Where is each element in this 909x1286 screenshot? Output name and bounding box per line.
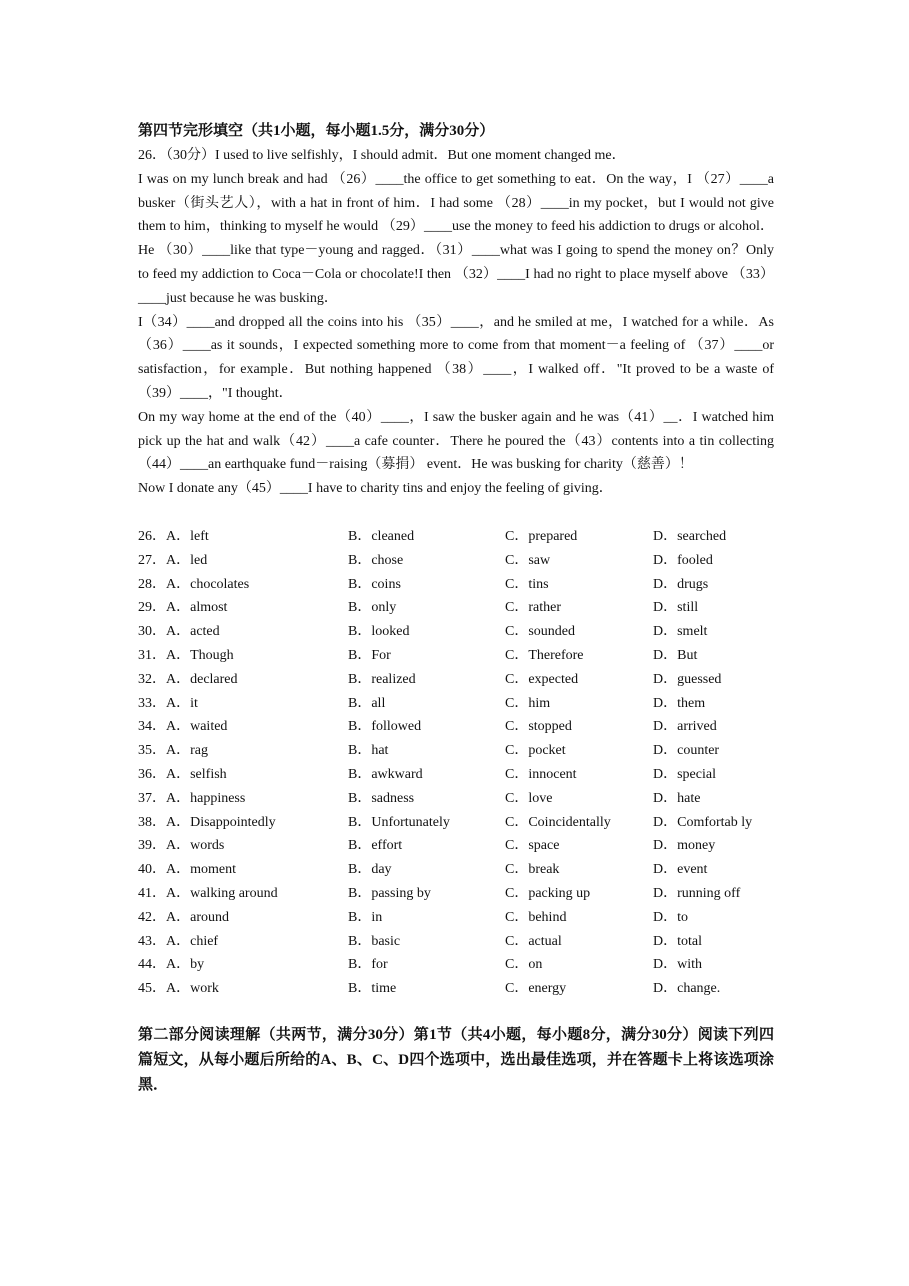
option-b: B．Unfortunately (348, 814, 450, 830)
option-row (138, 549, 774, 573)
option-d: D．to (653, 909, 688, 925)
option-d: D．money (653, 838, 716, 854)
question-number: 31． (138, 647, 166, 663)
option-row (138, 811, 774, 835)
option-row (138, 834, 774, 858)
question-number: 28． (138, 576, 166, 592)
option-c: C．break (505, 862, 560, 878)
question-number-and-option-a (138, 739, 348, 763)
option-c: C．rather (505, 600, 561, 616)
option-d: D．counter (653, 743, 720, 759)
question-number-and-option-a (138, 882, 348, 906)
passage-paragraph: On my way home at the end of the（40）____，I saw the busker again and he was（41）__．I watched him pick up the hat and walk（42）____a cafe counter．There he poured the（43）contents into a tin collecting（44）____an earthquake fund－raising（募捐） event．He was busking for charity（慈善）！ (138, 409, 774, 473)
option-b: B．time (348, 981, 397, 997)
option-c: C．sounded (505, 624, 575, 640)
question-number: 38． (138, 814, 166, 830)
option-c: C．on (505, 957, 543, 973)
option-b: B．basic (348, 933, 401, 949)
question-number-and-option-a (138, 692, 348, 716)
question-number-and-option-a (138, 644, 348, 668)
question-number-and-option-a (138, 953, 348, 977)
question-number: 41． (138, 885, 166, 901)
option-b: B．in (348, 909, 383, 925)
option-c: C．innocent (505, 766, 577, 782)
question-number: 26． (138, 528, 166, 544)
question-number: 30． (138, 624, 166, 640)
option-c: C．pocket (505, 743, 566, 759)
option-b: B．passing by (348, 885, 431, 901)
passage-paragraph: Now I donate any（45）____I have to charity tins and enjoy the feeling of giving． (138, 481, 613, 497)
option-row (138, 739, 774, 763)
question-number-and-option-a (138, 525, 348, 549)
question-number-and-option-a (138, 596, 348, 620)
question-number: 43． (138, 933, 166, 949)
question-number: 39． (138, 838, 166, 854)
option-c: C．Therefore (505, 647, 584, 663)
option-c: C．prepared (505, 528, 578, 544)
option-a: A．almost (166, 600, 228, 616)
option-d: D．guessed (653, 671, 722, 687)
option-a: A．left (166, 528, 209, 544)
option-c: C．behind (505, 909, 567, 925)
option-a: A．acted (166, 624, 220, 640)
option-a: A．happiness (166, 790, 246, 806)
question-number-and-option-a (138, 930, 348, 954)
option-d: D．still (653, 600, 699, 616)
option-a: A．it (166, 695, 198, 711)
option-a: A．Disappointedly (166, 814, 276, 830)
option-a: A．Though (166, 647, 234, 663)
option-b: B．day (348, 862, 392, 878)
option-b: B．coins (348, 576, 401, 592)
option-row (138, 573, 774, 597)
option-a: A．by (166, 957, 205, 973)
option-row (138, 715, 774, 739)
question-number: 34． (138, 719, 166, 735)
option-a: A．chief (166, 933, 219, 949)
question-number-and-option-a (138, 573, 348, 597)
cloze-passage (138, 144, 774, 501)
option-a: A．chocolates (166, 576, 250, 592)
option-c: C．packing up (505, 885, 591, 901)
question-number: 45． (138, 981, 166, 997)
option-d: D．smelt (653, 624, 708, 640)
question-number-and-option-a (138, 620, 348, 644)
option-b: B．realized (348, 671, 416, 687)
question-number-and-option-a (138, 763, 348, 787)
question-number: 40． (138, 862, 166, 878)
option-c: C．tins (505, 576, 549, 592)
option-d: D．change. (653, 981, 721, 997)
option-row (138, 858, 774, 882)
option-b: B．looked (348, 624, 410, 640)
passage-paragraph: I was on my lunch break and had （26）____the office to get something to eat．On the way，I （27）____a busker（街头艺人），with a hat in front of him．I had some （28）____in my pocket，but I would not give them to him，thinking to myself he would （29）____use the money to feed his addiction to drugs or alcohol．He （30）____like that type－young and ragged．（31）____what was I going to spend the money on？Only to feed my addiction to Coca－Cola or chocolate!I then （32）____I had no right to place myself above （33）____just because he was busking． (138, 171, 774, 306)
question-number-and-option-a (138, 715, 348, 739)
passage-paragraph: I（34）____and dropped all the coins into his （35）____，and he smiled at me，I watched for a while．As （36）____as it sounds，I expected something more to come from that moment－a feeling of （37）____or satisfaction，for example．But nothing happened （38）____，I walked off．"It proved to be a waste of （39）____，"I thought． (138, 314, 774, 401)
option-c: C．actual (505, 933, 562, 949)
option-a: A．selfish (166, 766, 227, 782)
passage-paragraph: 26．（30分）I used to live selfishly，I should admit．But one moment changed me． (138, 148, 626, 163)
option-b: B．all (348, 695, 386, 711)
option-d: D．with (653, 957, 702, 973)
option-c: C．Coincidentally (505, 814, 611, 830)
option-a: A．waited (166, 719, 228, 735)
option-row (138, 692, 774, 716)
option-d: D．But (653, 647, 698, 663)
option-row (138, 668, 774, 692)
option-d: D．drugs (653, 576, 709, 592)
option-a: A．words (166, 838, 225, 854)
option-c: C．energy (505, 981, 567, 997)
option-d: D．special (653, 766, 716, 782)
option-row (138, 977, 774, 1001)
option-b: B．chose (348, 552, 404, 568)
option-d: D．running off (653, 885, 741, 901)
option-a: A．work (166, 981, 219, 997)
option-d: D．fooled (653, 552, 713, 568)
option-c: C．stopped (505, 719, 572, 735)
option-a: A．walking around (166, 885, 278, 901)
option-c: C．love (505, 790, 553, 806)
question-number: 29． (138, 600, 166, 616)
part-title: 第二部分阅读理解（共两节，满分30分）第1节（共4小题，每小题8分，满分30分）阅读下列四篇短文，从每小题后所给的A、B、C、D四个选项中，选出最佳选项，并在答题卡上将该选项涂黑． (138, 1026, 774, 1093)
option-a: A．declared (166, 671, 238, 687)
option-row (138, 953, 774, 977)
question-number: 37． (138, 790, 166, 806)
option-row (138, 882, 774, 906)
option-row (138, 596, 774, 620)
question-number: 35． (138, 743, 166, 759)
question-number-and-option-a (138, 787, 348, 811)
question-number-and-option-a (138, 834, 348, 858)
option-d: D．searched (653, 528, 727, 544)
option-a: A．rag (166, 743, 208, 759)
question-number-and-option-a (138, 811, 348, 835)
option-d: D．Comfortab ly (653, 814, 753, 830)
option-c: C．him (505, 695, 551, 711)
option-d: D．hate (653, 790, 701, 806)
option-d: D．them (653, 695, 706, 711)
option-row (138, 906, 774, 930)
answer-options (138, 525, 774, 1001)
option-row (138, 763, 774, 787)
question-number-and-option-a (138, 858, 348, 882)
option-c: C．expected (505, 671, 579, 687)
question-number: 32． (138, 671, 166, 687)
option-b: B．effort (348, 838, 403, 854)
option-c: C．saw (505, 552, 551, 568)
question-number: 33． (138, 695, 166, 711)
question-number-and-option-a (138, 906, 348, 930)
question-number-and-option-a (138, 977, 348, 1001)
option-d: D．total (653, 933, 702, 949)
option-b: B．for (348, 957, 388, 973)
option-row (138, 930, 774, 954)
option-b: B．cleaned (348, 528, 415, 544)
option-b: B．sadness (348, 790, 415, 806)
option-b: B．followed (348, 719, 422, 735)
section-title: 第四节完形填空（共1小题，每小题1.5分，满分30分） (138, 123, 495, 139)
option-a: A．around (166, 909, 229, 925)
option-b: B．hat (348, 743, 389, 759)
option-row (138, 787, 774, 811)
option-b: B．For (348, 647, 391, 663)
question-number: 42． (138, 909, 166, 925)
option-d: D．event (653, 862, 708, 878)
option-b: B．awkward (348, 766, 423, 782)
option-row (138, 525, 774, 549)
question-number: 27． (138, 552, 166, 568)
option-row (138, 644, 774, 668)
question-number-and-option-a (138, 549, 348, 573)
exam-page (138, 120, 774, 1098)
option-row (138, 620, 774, 644)
option-b: B．only (348, 600, 397, 616)
question-number: 36． (138, 766, 166, 782)
option-c: C．space (505, 838, 560, 854)
option-a: A．led (166, 552, 208, 568)
question-number-and-option-a (138, 668, 348, 692)
question-number: 44． (138, 957, 166, 973)
option-d: D．arrived (653, 719, 717, 735)
option-a: A．moment (166, 862, 236, 878)
